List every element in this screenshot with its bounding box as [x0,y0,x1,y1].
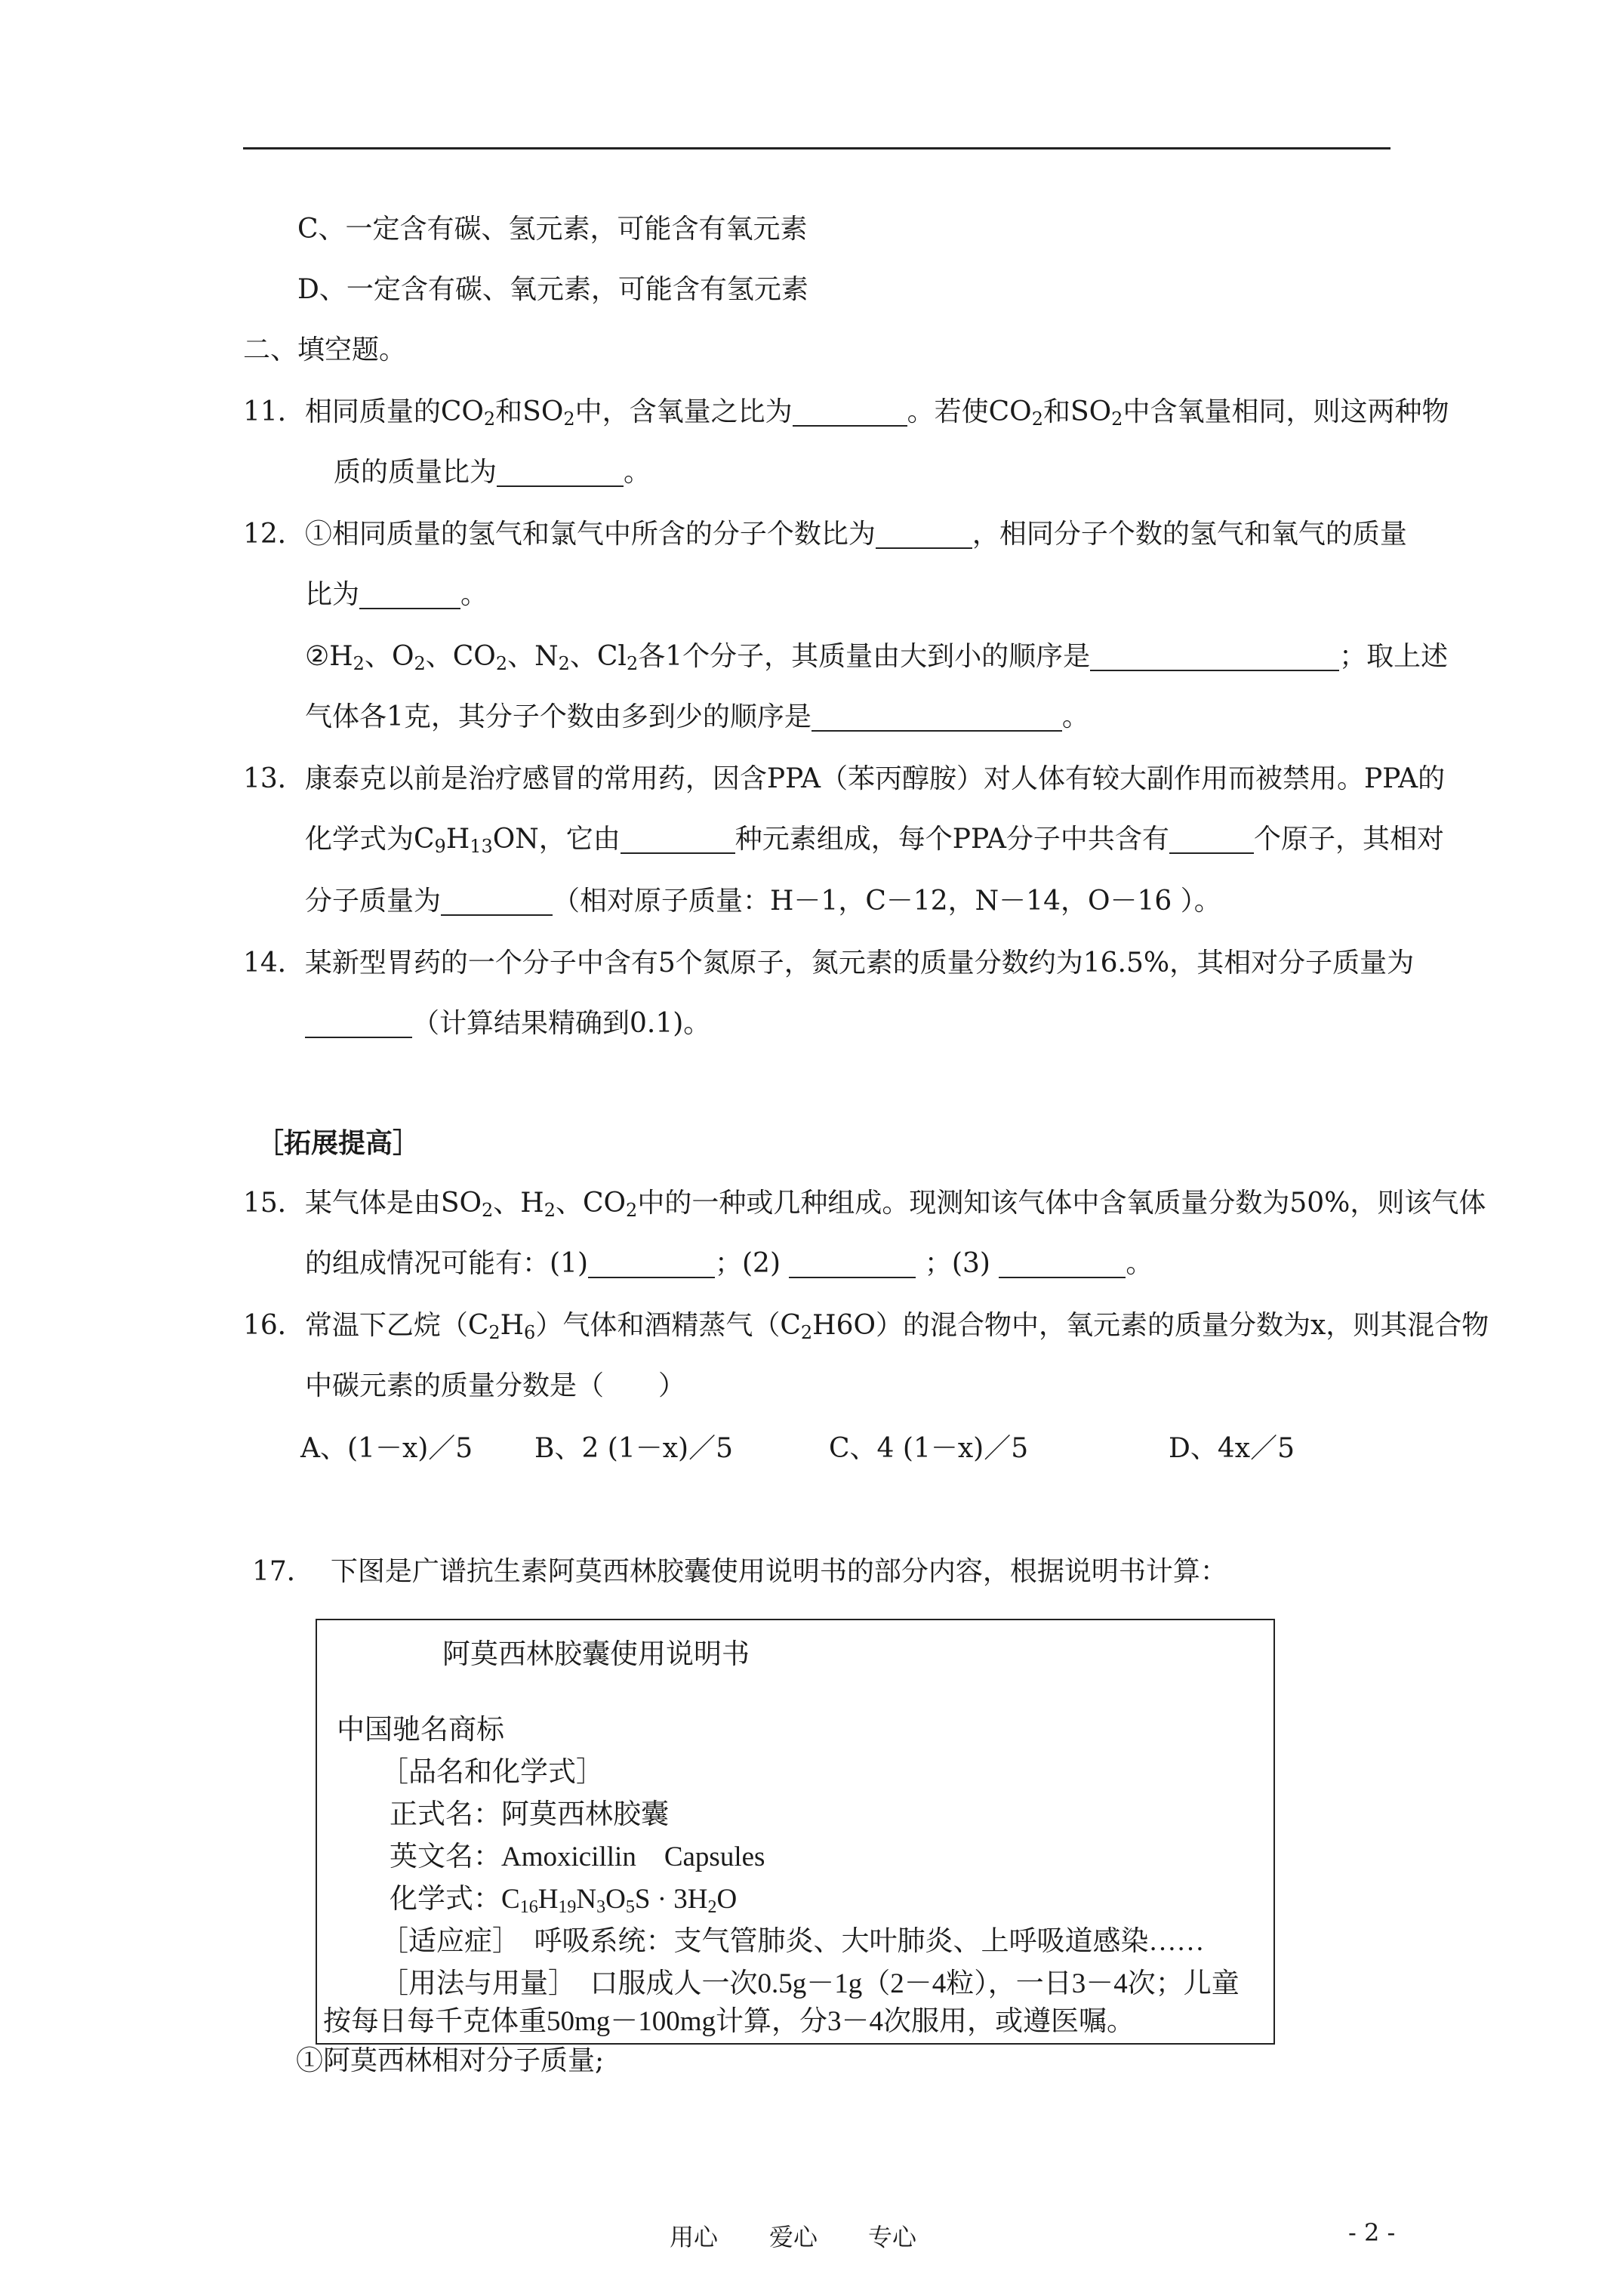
q15-number: 15． [243,1188,305,1219]
q11-number: 11． [243,396,305,427]
footer-motto-2: 爱心 [769,2223,818,2251]
question-15: 15．某气体是由$SO_2$、$H_2$、$CO_2$中的一种或几种组成。现测知该气体中含氧质量分数为50%，则该气体 [243,1188,1486,1221]
question-13-line2: 化学式为$C_9H_{13}ON$，它由 种元素组成，每个PPA分子中共含有 个原子，其相对 [305,824,1444,857]
q16-option-a: A、(1－x)／5 [300,1433,473,1464]
answer-blank[interactable] [497,457,624,487]
q16-number: 16． [243,1310,305,1341]
q14-number: 14． [243,948,305,978]
answer-blank[interactable] [359,579,460,609]
answer-blank[interactable] [793,396,907,427]
leaflet-indication: ［适应症］ 呼吸系统：支气管肺炎、大叶肺炎、上呼吸道感染…… [380,1926,1205,1957]
answer-blank[interactable] [999,1248,1126,1278]
q12-number: 12． [243,519,305,550]
answer-blank[interactable] [441,886,553,916]
leaflet-formula: 化学式：$C_{16}H_{19}N_3O_5S \cdot 3H_2O$ [390,1884,738,1917]
answer-blank[interactable] [588,1248,715,1278]
q16-option-c: C、4 (1－x)／5 [829,1433,1029,1464]
instruction-leaflet-box [316,1619,1275,2045]
question-12: 12．①相同质量的氢气和氯气中所含的分子个数比为 ，相同分子个数的氢气和氧气的质量 [243,519,1407,550]
leaflet-english-name: 英文名：Amoxicillin Capsules [390,1841,765,1872]
question-11-line2: 质的质量比为 。 [334,457,651,488]
q17-subquestion-1: ①阿莫西林相对分子质量; [296,2045,605,2076]
footer-motto-3: 专心 [868,2223,917,2251]
q10-option-c: C、一定含有碳、氢元素，可能含有氧元素 [297,214,808,245]
leaflet-brand: 中国驰名商标 [337,1715,504,1746]
leaflet-usage-line2: 按每日每千克体重50mg－100mg计算，分3－4次服用，或遵医嘱。 [323,2006,1135,2037]
question-12-line2: 比为 。 [305,579,488,610]
header-rule [243,147,1390,149]
answer-blank[interactable] [876,519,972,549]
footer-motto-1: 用心 [670,2223,719,2251]
q11-text: 相同质量的$CO_2$和$SO_2$中，含氧量之比为 。若使$CO_2$和$SO_2$中含氧量相同，则这两种物 [304,396,1449,430]
answer-blank[interactable] [305,1008,412,1038]
leaflet-formal-name: 正式名：阿莫西林胶囊 [390,1799,669,1830]
q17-number: 17． [252,1556,314,1587]
page-number: - 2 - [1348,2218,1396,2247]
question-13: 13．康泰克以前是治疗感冒的常用药，因含PPA（苯丙醇胺）对人体有较大副作用而被禁用。PPA的 [243,763,1446,794]
question-12-line4: 气体各1克，其分子个数由多到少的顺序是 。 [305,701,1089,732]
leaflet-usage: ［用法与用量］ 口服成人一次0.5g－1g（2－4粒），一日3－4次；儿童 [380,1968,1240,1999]
q10-option-d: D、一定含有碳、氧元素，可能含有氢元素 [297,274,808,305]
answer-blank[interactable] [1090,641,1339,671]
question-16-line2: 中碳元素的质量分数是（ ） [305,1370,686,1401]
question-14-line2: （计算结果精确到0.1)。 [305,1006,710,1042]
answer-blank[interactable] [1169,824,1254,854]
leaflet-name-header: ［品名和化学式］ [380,1757,604,1788]
question-13-line3: 分子质量为 （相对原子质量：H－1，C－12，N－14，O－16 ）。 [305,886,1221,917]
question-14: 14．某新型胃药的一个分子中含有5个氮原子，氮元素的质量分数约为16.5%，其相对分子质量为 [243,948,1415,978]
question-15-line2: 的组成情况可能有：(1) ；(2) ；(3) 。 [305,1248,1153,1279]
section-extend-title: ［拓展提高］ [257,1127,420,1159]
q16-option-b: B、2 (1－x)／5 [534,1433,734,1464]
answer-blank[interactable] [812,701,1062,732]
q13-number: 13． [243,763,305,794]
question-16: 16．常温下乙烷$(C_2H_6)$气体和酒精蒸气$(C_2H6O)$的混合物中，氧元素的质量分数为x，则其混合物 [243,1310,1489,1343]
answer-blank[interactable] [789,1248,916,1278]
leaflet-title: 阿莫西林胶囊使用说明书 [442,1639,750,1670]
section-fill-in-title: 二、填空题。 [243,334,407,365]
question-11 [243,394,1449,430]
answer-blank[interactable] [621,824,735,854]
question-12-line3: $②H_2$、$O_2$、$CO_2$、$N_2$、$Cl_2$各1个分子，其质量由大到小的顺序是 ；取上述 [305,641,1449,674]
q16-option-d: D、4x／5 [1169,1433,1295,1464]
question-17: 17． 下图是广谱抗生素阿莫西林胶囊使用说明书的部分内容，根据说明书计算： [252,1556,1227,1587]
